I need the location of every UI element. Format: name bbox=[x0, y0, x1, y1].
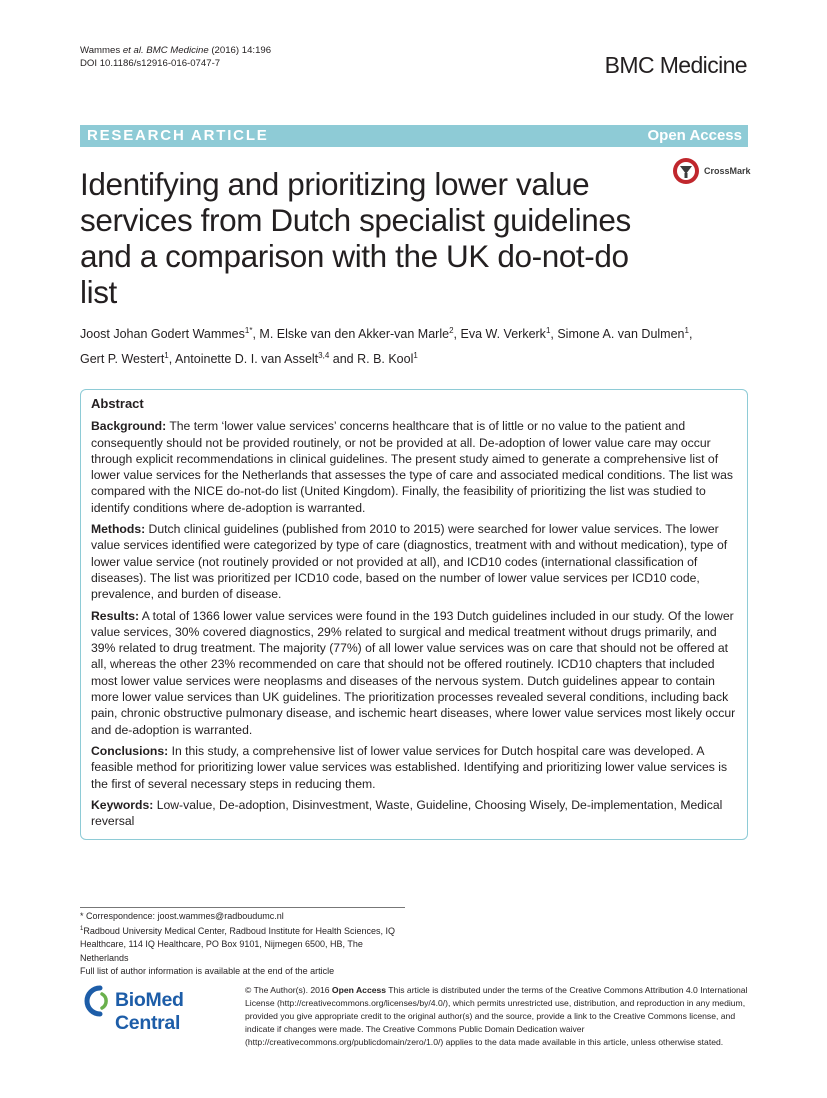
journal-name: BMC Medicine bbox=[604, 52, 747, 78]
citation-etal: et al. bbox=[122, 45, 144, 56]
citation-block bbox=[80, 44, 271, 70]
conclusions-label: Conclusions: bbox=[91, 743, 169, 758]
author[interactable]: Gert P. Westert bbox=[80, 352, 165, 367]
abstract-keywords bbox=[91, 797, 737, 830]
article-type: RESEARCH ARTICLE bbox=[87, 127, 269, 144]
author-sup: 1 bbox=[164, 351, 169, 361]
citation-line bbox=[80, 44, 271, 57]
correspondence: * Correspondence: joost.wammes@radboudumc.nl bbox=[80, 911, 284, 921]
author-sep: , bbox=[688, 327, 693, 342]
author-sep: , bbox=[168, 352, 176, 367]
article-title: Identifying and prioritizing lower value services from Dutch specialist guidelines and a comparison with the UK do-not-do list bbox=[80, 166, 631, 310]
abstract-results bbox=[91, 608, 737, 738]
abstract-methods bbox=[91, 521, 737, 602]
abstract-conclusions bbox=[91, 743, 737, 792]
author-sup: 1 bbox=[413, 351, 418, 361]
logo-central: Central bbox=[115, 1012, 181, 1034]
author-sep: , bbox=[453, 327, 461, 342]
results-text: A total of 1366 lower value services were found in the 193 Dutch guidelines included in our study. Of the lower value services, 30% covered diagnostics, 29% related to surgical and medical treatment without drugs primarily, and 39% related to drug treatment. The majority (77%) of all lower value services was on care that should not be offered at all, whereas the other 23% recommended on care that should not be offered routinely. ICD10 chapters that included most lower value services were neoplasms and diseases of the nervous system. Dutch guidelines appear to contain more lower value services than UK guidelines. The prioritization processes revealed several conditions, including back pain, chronic obstructive pulmonary disease, and ischemic heart diseases, where lower value services most likely occur and de-adoption is warranted. bbox=[91, 608, 736, 737]
citation-authors: Wammes bbox=[80, 45, 123, 56]
author-info-note: Full list of author information is available at the end of the article bbox=[80, 965, 335, 976]
author-sup: 1 bbox=[545, 326, 551, 335]
background-label: Background: bbox=[91, 419, 167, 434]
biomed-central-logo bbox=[80, 985, 235, 1034]
author-sup: 2 bbox=[449, 326, 454, 335]
logo-bio: BioMed bbox=[115, 989, 184, 1011]
crossmark-label: CrossMark bbox=[704, 166, 751, 176]
article-type-banner bbox=[80, 125, 748, 147]
crossmark-icon bbox=[672, 157, 700, 185]
author-sep: and bbox=[329, 352, 358, 367]
background-text: The term ‘lower value services’ concerns healthcare that is of little or no value to the patient and consequently should not be provided routinely, or not be provided at all. De-adoption of lower value care may occur through explicit recommendations in clinical guidelines. The present study aimed to generate a comprehensive list of lower value services for the Netherlands that assesses the type of care and associated medical conditions. The list was compared with the NICE do-not-do list (United Kingdom). Finally, the feasibility of prioritizing the list was studied to identify conditions where de-adoption is warranted. bbox=[91, 419, 733, 515]
conclusions-text: In this study, a comprehensive list of lower value services for Dutch hospital care was developed. A feasible method for prioritizing lower value services was established. Identifying and prioritizing lower value services is the first of several necessary steps in reducing them. bbox=[91, 743, 728, 791]
citation-volume: (2016) 14:196 bbox=[208, 45, 272, 56]
open-access-label: Open Access bbox=[647, 127, 742, 144]
keywords-label: Keywords: bbox=[91, 797, 154, 812]
author-sup: 3,4 bbox=[318, 351, 330, 361]
logo-wordmark bbox=[115, 989, 235, 1035]
license-open-access: Open Access bbox=[331, 985, 387, 995]
author[interactable]: Eva W. Verkerk bbox=[460, 327, 546, 342]
biomed-central-logo-icon bbox=[80, 985, 112, 1017]
keywords-text: Low-value, De-adoption, Disinvestment, Waste, Guideline, Choosing Wisely, De-implementation, Medical reversal bbox=[91, 797, 723, 829]
author-sep: , bbox=[550, 327, 558, 342]
footnote-divider bbox=[80, 907, 405, 908]
author[interactable]: Simone A. van Dulmen bbox=[557, 327, 685, 342]
author-sep: , bbox=[252, 327, 260, 342]
abstract-background bbox=[91, 418, 737, 516]
author-list bbox=[80, 320, 748, 370]
copyright: © The Author(s). 2016 bbox=[245, 985, 332, 995]
abstract-heading: Abstract bbox=[91, 396, 144, 411]
affiliation-text: Radboud University Medical Center, Radboud Institute for Health Sciences, IQ Healthcare, 114 IQ Healthcare, PO Box 9101, Nijmegen 6500, HB, The Netherlands bbox=[80, 926, 396, 963]
author-sup: 1 bbox=[684, 326, 689, 335]
abstract-box bbox=[80, 389, 748, 840]
license-statement bbox=[245, 984, 750, 1049]
citation-journal: BMC Medicine bbox=[143, 45, 209, 56]
crossmark-badge[interactable] bbox=[672, 157, 752, 185]
author[interactable]: R. B. Kool bbox=[357, 352, 414, 367]
affiliation-note bbox=[80, 923, 410, 965]
doi[interactable]: DOI 10.1186/s12916-016-0747-7 bbox=[80, 58, 221, 69]
footnotes bbox=[80, 910, 410, 978]
license-text: This article is distributed under the terms of the Creative Commons Attribution 4.0 International License (http://creativecommons.org/licenses/by/4.0/), which permits unrestricted use, distribution, and reproduction in any medium, provided you give appropriate credit to the original author(s) and the source, provide a link to the Creative Commons license, and indicate if changes were made. The Creative Commons Public Domain Dedication waiver (http://creativecommons.org/publicdomain/zero/1.0/) applies to the data made available in this article, unless otherwise stated. bbox=[245, 985, 748, 1047]
author[interactable]: Antoinette D. I. van Asselt bbox=[175, 352, 319, 367]
methods-label: Methods: bbox=[91, 522, 146, 537]
author-sup: 1* bbox=[244, 326, 253, 335]
results-label: Results: bbox=[91, 608, 140, 623]
affiliation-sup: 1 bbox=[80, 926, 84, 933]
author[interactable]: M. Elske van den Akker-van Marle bbox=[259, 327, 450, 342]
methods-text: Dutch clinical guidelines (published from 2010 to 2015) were searched for lower value services. The lower value services identified were categorized by type of care (diagnostics, treatment with and without medication), type of lower value service (not routinely provided or not provided at all), and ICD10 codes (international classification of diseases). The list was prioritized per ICD10 code, based on the number of lower value services per ICD10 code, prevalence, and burden of disease. bbox=[91, 522, 728, 602]
author[interactable]: Joost Johan Godert Wammes bbox=[80, 327, 245, 342]
